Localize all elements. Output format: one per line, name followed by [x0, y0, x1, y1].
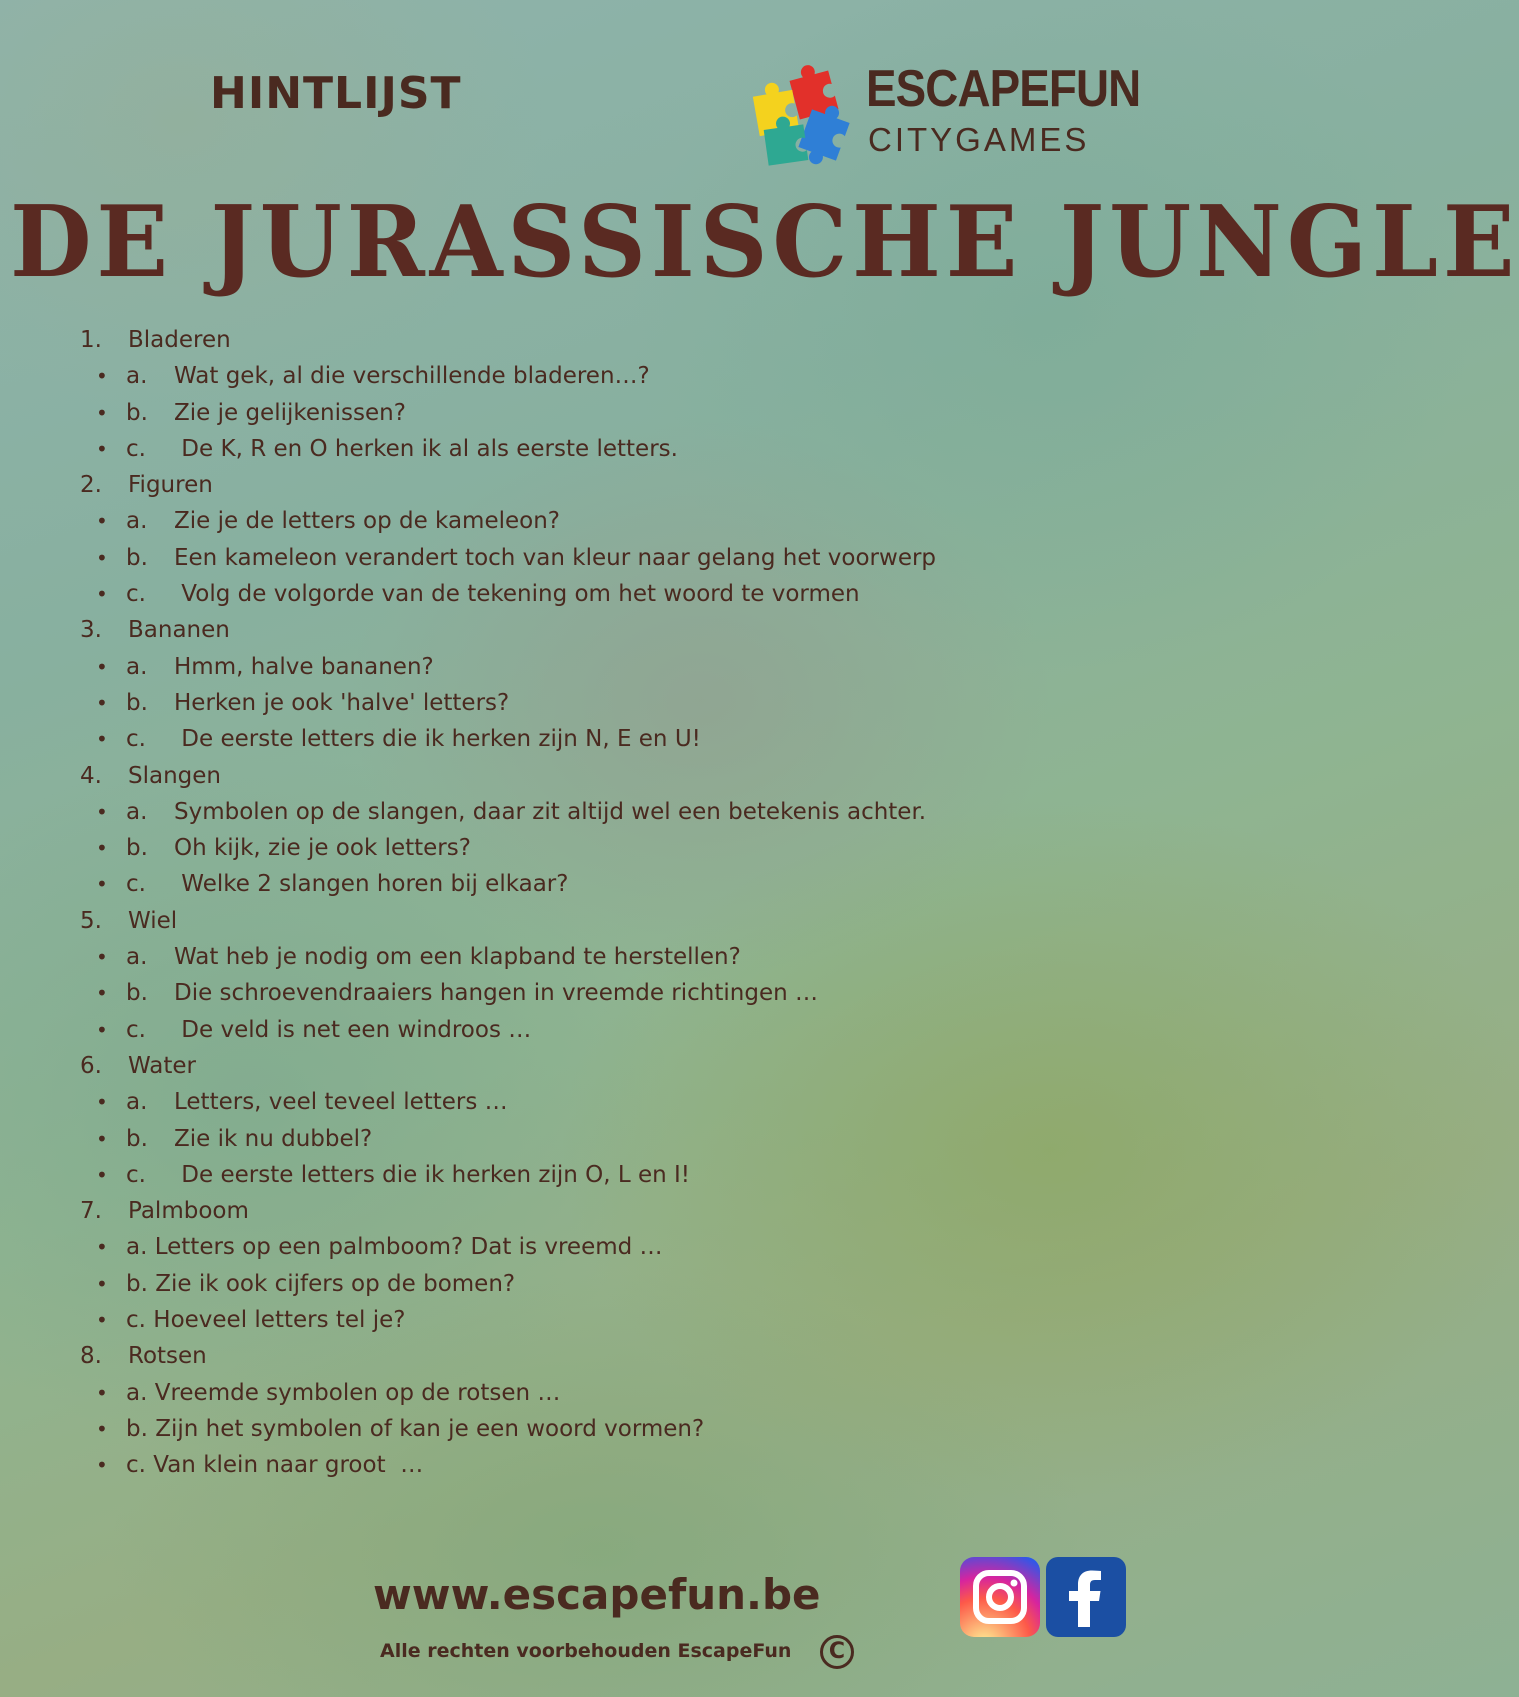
- section-heading: [80, 1338, 1130, 1374]
- hint-letter: c.: [126, 726, 146, 753]
- hint-text: De eerste letters die ik herken zijn O, L en I!: [174, 1161, 691, 1188]
- hint-letter: b.: [126, 399, 148, 426]
- section-title: Water: [128, 1052, 196, 1079]
- section-heading: [80, 322, 1130, 358]
- hint-text: De eerste letters die ik herken zijn N, E en U!: [174, 726, 701, 753]
- bullet-icon: •: [96, 872, 108, 897]
- section-heading: [80, 903, 1130, 939]
- section-heading: [80, 1048, 1130, 1084]
- bullet-icon: •: [96, 1453, 108, 1478]
- hint-item: [80, 1157, 1130, 1193]
- section-title: Wiel: [128, 907, 178, 934]
- logo-name: ESCAPEFUN: [866, 60, 1141, 118]
- section-heading: [80, 612, 1130, 648]
- hint-letter: b.: [126, 835, 148, 862]
- hint-text: Herken je ook 'halve' letters?: [174, 689, 510, 716]
- hint-letter: a.: [126, 1089, 148, 1116]
- section-heading: [80, 1193, 1130, 1229]
- hint-text: b. Zijn het symbolen of kan je een woord vormen?: [126, 1415, 705, 1442]
- instagram-icon[interactable]: [960, 1557, 1040, 1637]
- page-title: DE JURASSISCHE JUNGLE: [10, 185, 1519, 300]
- hint-text: Wat heb je nodig om een klapband te herstellen?: [174, 944, 741, 971]
- hint-text: Letters, veel teveel letters …: [174, 1089, 508, 1116]
- bullet-icon: •: [96, 509, 108, 534]
- escapefun-logo[interactable]: [752, 55, 1141, 165]
- bullet-icon: •: [96, 1308, 108, 1333]
- section-number: 3.: [80, 617, 102, 644]
- hint-item: [80, 939, 1130, 975]
- hint-text: Symbolen op de slangen, daar zit altijd wel een betekenis achter.: [174, 798, 927, 825]
- hint-text: Oh kijk, zie je ook letters?: [174, 835, 471, 862]
- hint-letter: c.: [126, 1016, 146, 1043]
- hint-text: Zie je gelijkenissen?: [174, 399, 406, 426]
- bullet-icon: •: [96, 981, 108, 1006]
- bullet-icon: •: [96, 400, 108, 425]
- hint-item: [80, 358, 1130, 394]
- hint-letter: b.: [126, 689, 148, 716]
- puzzle-logo-icon: [752, 55, 857, 165]
- bullet-icon: •: [96, 945, 108, 970]
- hint-item: [80, 395, 1130, 431]
- hint-item: [80, 794, 1130, 830]
- hint-item: [80, 1121, 1130, 1157]
- hint-item: [80, 975, 1130, 1011]
- section-number: 2.: [80, 472, 102, 499]
- bullet-icon: •: [96, 1416, 108, 1441]
- bullet-icon: •: [96, 1380, 108, 1405]
- hint-letter: a.: [126, 363, 148, 390]
- hint-letter: a.: [126, 653, 148, 680]
- logo-subtitle: CITYGAMES: [868, 121, 1090, 158]
- hint-letter: c.: [126, 435, 146, 462]
- section-title: Bananen: [128, 617, 230, 644]
- section-number: 1.: [80, 327, 102, 353]
- hint-text: b. Zie ik ook cijfers op de bomen?: [126, 1270, 516, 1297]
- hint-letter: b.: [126, 1125, 148, 1152]
- section-title: Figuren: [128, 472, 213, 499]
- hint-item: [80, 503, 1130, 539]
- hint-text: Welke 2 slangen horen bij elkaar?: [174, 871, 569, 898]
- section-heading: [80, 467, 1130, 503]
- hint-text: De K, R en O herken ik al als eerste letters.: [174, 435, 678, 462]
- hint-item: [80, 1411, 1130, 1447]
- section-number: 4.: [80, 762, 102, 789]
- hint-item: [80, 1302, 1130, 1338]
- hint-letter: a.: [126, 798, 148, 825]
- instagram-glyph: [960, 1557, 1040, 1637]
- hint-text: Die schroevendraaiers hangen in vreemde richtingen …: [174, 980, 818, 1007]
- hint-item: [80, 866, 1130, 902]
- hint-text: Wat gek, al die verschillende bladeren…?: [174, 363, 650, 390]
- bullet-icon: •: [96, 654, 108, 679]
- facebook-icon[interactable]: [1046, 1557, 1126, 1637]
- hint-text: Zie ik nu dubbel?: [174, 1125, 373, 1152]
- hint-text: a. Vreemde symbolen op de rotsen …: [126, 1379, 561, 1406]
- hint-letter: a.: [126, 944, 148, 971]
- hint-text: a. Letters op een palmboom? Dat is vreemd …: [126, 1234, 663, 1261]
- hint-item: [80, 685, 1130, 721]
- hint-item: [80, 1084, 1130, 1120]
- hint-item: [80, 721, 1130, 757]
- rights-notice: Alle rechten voorbehouden EscapeFun: [380, 1640, 792, 1662]
- hint-item: [80, 1266, 1130, 1302]
- bullet-icon: •: [96, 1235, 108, 1260]
- hint-text: Zie je de letters op de kameleon?: [174, 508, 561, 535]
- facebook-glyph: [1046, 1557, 1126, 1637]
- hint-letter: c.: [126, 1161, 146, 1188]
- bullet-icon: •: [96, 545, 108, 570]
- bullet-icon: •: [96, 436, 108, 461]
- hint-item: [80, 1447, 1130, 1483]
- section-title: Palmboom: [128, 1198, 249, 1225]
- bullet-icon: •: [96, 799, 108, 824]
- hint-text: c. Hoeveel letters tel je?: [126, 1307, 406, 1334]
- section-number: 5.: [80, 907, 102, 934]
- bullet-icon: •: [96, 1017, 108, 1042]
- bullet-icon: •: [96, 1126, 108, 1151]
- hint-item: [80, 1229, 1130, 1265]
- hint-item: [80, 1375, 1130, 1411]
- hint-item: [80, 830, 1130, 866]
- section-title: Slangen: [128, 762, 221, 789]
- section-number: 6.: [80, 1052, 102, 1079]
- section-heading: [80, 758, 1130, 794]
- bullet-icon: •: [96, 364, 108, 389]
- hint-text: Volg de volgorde van de tekening om het woord te vormen: [174, 581, 860, 608]
- section-title: Bladeren: [128, 327, 231, 353]
- bullet-icon: •: [96, 727, 108, 752]
- bullet-icon: •: [96, 1271, 108, 1296]
- hint-text: c. Van klein naar groot …: [126, 1452, 424, 1479]
- bullet-icon: •: [96, 582, 108, 607]
- hint-item: [80, 576, 1130, 612]
- hint-letter: c.: [126, 581, 146, 608]
- website-link[interactable]: www.escapefun.be: [373, 1570, 821, 1619]
- section-number: 7.: [80, 1198, 102, 1225]
- hint-list: [80, 322, 1130, 1484]
- hint-letter: a.: [126, 508, 148, 535]
- bullet-icon: •: [96, 836, 108, 861]
- bullet-icon: •: [96, 1090, 108, 1115]
- hint-letter: c.: [126, 871, 146, 898]
- hint-text: Een kameleon verandert toch van kleur naar gelang het voorwerp: [174, 544, 937, 571]
- hint-letter: b.: [126, 544, 148, 571]
- hint-text: Hmm, halve bananen?: [174, 653, 434, 680]
- hint-letter: b.: [126, 980, 148, 1007]
- hint-text: De veld is net een windroos …: [174, 1016, 532, 1043]
- hint-item: [80, 1012, 1130, 1048]
- hint-item: [80, 649, 1130, 685]
- copyright-icon: C: [820, 1635, 854, 1669]
- hintlijst-label: HINTLIJST: [210, 68, 462, 119]
- hint-item: [80, 431, 1130, 467]
- hint-item: [80, 540, 1130, 576]
- bullet-icon: •: [96, 1162, 108, 1187]
- section-title: Rotsen: [128, 1343, 207, 1370]
- bullet-icon: •: [96, 690, 108, 715]
- section-number: 8.: [80, 1343, 102, 1370]
